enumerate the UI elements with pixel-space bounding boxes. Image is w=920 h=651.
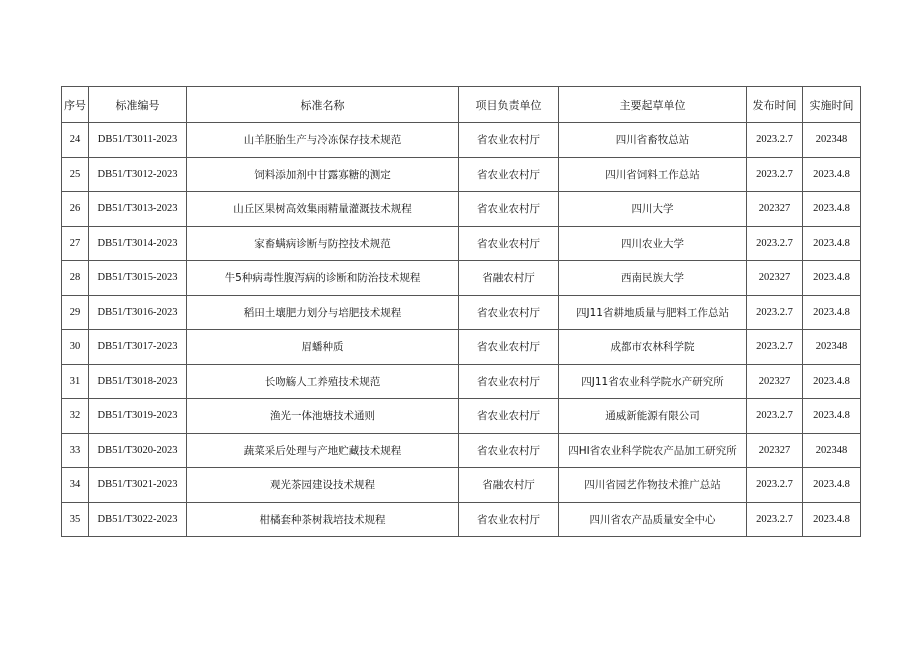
cell-index: 29	[62, 295, 89, 330]
cell-responsible-unit: 省融农村厅	[459, 468, 559, 503]
cell-standard-name: 柑橘套种茶树栽培技术规程	[187, 502, 459, 537]
table-row	[62, 295, 861, 330]
cell-responsible-unit: 省农业农村厅	[459, 123, 559, 158]
cell-drafting-unit: 通威新能源有限公司	[559, 399, 747, 434]
cell-index: 25	[62, 157, 89, 192]
cell-index: 27	[62, 226, 89, 261]
cell-standard-code: DB51/T3021-2023	[89, 468, 187, 503]
cell-effective-date: 202348	[803, 123, 861, 158]
cell-responsible-unit: 省农业农村厅	[459, 192, 559, 227]
cell-release-date: 202327	[747, 433, 803, 468]
cell-effective-date: 202348	[803, 330, 861, 365]
cell-standard-name: 眉蟠种质	[187, 330, 459, 365]
cell-index: 33	[62, 433, 89, 468]
header-release-date: 发布时间	[747, 87, 803, 123]
table-row	[62, 226, 861, 261]
header-responsible-unit: 项目负责单位	[459, 87, 559, 123]
cell-index: 28	[62, 261, 89, 296]
cell-standard-code: DB51/T3012-2023	[89, 157, 187, 192]
cell-release-date: 2023.2.7	[747, 157, 803, 192]
header-drafting-unit: 主要起草单位	[559, 87, 747, 123]
cell-drafting-unit: 四川省园艺作物技术推广总站	[559, 468, 747, 503]
table-row	[62, 433, 861, 468]
cell-responsible-unit: 省农业农村厅	[459, 330, 559, 365]
table-row	[62, 123, 861, 158]
cell-standard-code: DB51/T3020-2023	[89, 433, 187, 468]
table-row	[62, 399, 861, 434]
table-row	[62, 192, 861, 227]
cell-effective-date: 202348	[803, 433, 861, 468]
cell-responsible-unit: 省农业农村厅	[459, 364, 559, 399]
cell-drafting-unit: 四川省饲料工作总站	[559, 157, 747, 192]
cell-standard-name: 山丘区果树高效集雨精量灌溉技术规程	[187, 192, 459, 227]
cell-effective-date: 2023.4.8	[803, 226, 861, 261]
header-standard-code: 标准编号	[89, 87, 187, 123]
standards-table	[61, 86, 861, 537]
cell-standard-name: 家畜螨病诊断与防控技术规范	[187, 226, 459, 261]
cell-standard-name: 观光茶园建设技术规程	[187, 468, 459, 503]
cell-effective-date: 2023.4.8	[803, 468, 861, 503]
cell-responsible-unit: 省农业农村厅	[459, 502, 559, 537]
table-row	[62, 157, 861, 192]
cell-drafting-unit: 四川大学	[559, 192, 747, 227]
cell-release-date: 2023.2.7	[747, 399, 803, 434]
cell-responsible-unit: 省农业农村厅	[459, 226, 559, 261]
cell-effective-date: 2023.4.8	[803, 157, 861, 192]
header-row	[62, 87, 861, 123]
cell-standard-name: 长吻觞人工养殖技术规范	[187, 364, 459, 399]
cell-drafting-unit: 四J11省农业科学院水产研究所	[559, 364, 747, 399]
cell-release-date: 2023.2.7	[747, 502, 803, 537]
cell-standard-name: 稻田土壤肥力划分与培肥技术规程	[187, 295, 459, 330]
cell-index: 32	[62, 399, 89, 434]
cell-release-date: 202327	[747, 364, 803, 399]
table-header	[62, 87, 861, 123]
cell-effective-date: 2023.4.8	[803, 399, 861, 434]
cell-drafting-unit: 四川省农产品质量安全中心	[559, 502, 747, 537]
table-body	[62, 123, 861, 537]
cell-effective-date: 2023.4.8	[803, 364, 861, 399]
cell-standard-name: 山羊胚胎生产与冷冻保存技术规范	[187, 123, 459, 158]
cell-drafting-unit: 成都市农林科学院	[559, 330, 747, 365]
cell-index: 24	[62, 123, 89, 158]
cell-responsible-unit: 省农业农村厅	[459, 157, 559, 192]
cell-release-date: 202327	[747, 192, 803, 227]
cell-drafting-unit: 四HI省农业科学院农产品加工研究所	[559, 433, 747, 468]
cell-effective-date: 2023.4.8	[803, 295, 861, 330]
cell-index: 30	[62, 330, 89, 365]
cell-release-date: 2023.2.7	[747, 123, 803, 158]
cell-responsible-unit: 省融农村厅	[459, 261, 559, 296]
header-standard-name: 标准名称	[187, 87, 459, 123]
cell-standard-name: 蔬菜采后处理与产地贮藏技术规程	[187, 433, 459, 468]
cell-release-date: 2023.2.7	[747, 295, 803, 330]
cell-effective-date: 2023.4.8	[803, 261, 861, 296]
cell-standard-code: DB51/T3018-2023	[89, 364, 187, 399]
header-effective-date: 实施时间	[803, 87, 861, 123]
cell-standard-code: DB51/T3019-2023	[89, 399, 187, 434]
cell-release-date: 2023.2.7	[747, 226, 803, 261]
table-row	[62, 330, 861, 365]
cell-index: 34	[62, 468, 89, 503]
cell-index: 26	[62, 192, 89, 227]
cell-index: 31	[62, 364, 89, 399]
table-row	[62, 261, 861, 296]
table-row	[62, 468, 861, 503]
table-row	[62, 364, 861, 399]
cell-drafting-unit: 西南民族大学	[559, 261, 747, 296]
cell-standard-name: 渔光一体池塘技术通则	[187, 399, 459, 434]
cell-drafting-unit: 四J11省耕地质量与肥料工作总站	[559, 295, 747, 330]
cell-standard-name: 牛5种病毒性腹泻病的诊断和防治技术规程	[187, 261, 459, 296]
cell-drafting-unit: 四川农业大学	[559, 226, 747, 261]
cell-release-date: 202327	[747, 261, 803, 296]
cell-effective-date: 2023.4.8	[803, 192, 861, 227]
cell-release-date: 2023.2.7	[747, 468, 803, 503]
cell-standard-code: DB51/T3015-2023	[89, 261, 187, 296]
cell-standard-code: DB51/T3016-2023	[89, 295, 187, 330]
cell-standard-code: DB51/T3017-2023	[89, 330, 187, 365]
cell-effective-date: 2023.4.8	[803, 502, 861, 537]
cell-standard-code: DB51/T3013-2023	[89, 192, 187, 227]
cell-responsible-unit: 省农业农村厅	[459, 399, 559, 434]
cell-standard-code: DB51/T3022-2023	[89, 502, 187, 537]
cell-index: 35	[62, 502, 89, 537]
cell-standard-name: 饲料添加剂中甘露寡糖的测定	[187, 157, 459, 192]
cell-standard-code: DB51/T3014-2023	[89, 226, 187, 261]
cell-release-date: 2023.2.7	[747, 330, 803, 365]
table-row	[62, 502, 861, 537]
cell-standard-code: DB51/T3011-2023	[89, 123, 187, 158]
cell-responsible-unit: 省农业农村厅	[459, 433, 559, 468]
cell-responsible-unit: 省农业农村厅	[459, 295, 559, 330]
header-index: 序号	[62, 87, 89, 123]
cell-drafting-unit: 四川省畜牧总站	[559, 123, 747, 158]
